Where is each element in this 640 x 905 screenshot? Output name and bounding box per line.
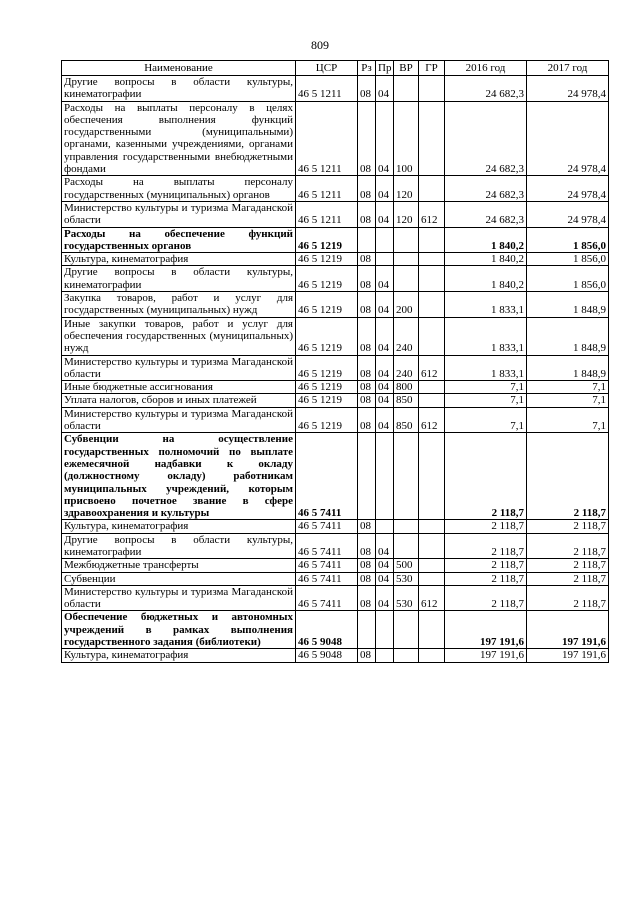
header-rz: Рз [358,61,376,76]
cell-rz: 08 [358,520,376,533]
cell-rz: 08 [358,649,376,662]
cell-gr [419,101,445,176]
cell-rz: 08 [358,253,376,266]
cell-gr: 612 [419,407,445,433]
cell-pr: 04 [376,559,394,572]
table-row [62,433,609,520]
cell-2016: 24 682,3 [445,176,527,202]
cell-pr: 04 [376,292,394,318]
table-row [62,611,609,649]
cell-2016: 2 118,7 [445,520,527,533]
cell-2017: 1 848,9 [527,355,609,381]
cell-vr: 120 [394,176,419,202]
cell-csr: 46 5 7411 [296,559,358,572]
cell-csr: 46 5 1219 [296,407,358,433]
cell-2017: 24 978,4 [527,76,609,102]
table-row [62,176,609,202]
cell-pr: 04 [376,585,394,611]
cell-2016: 2 118,7 [445,559,527,572]
cell-rz: 08 [358,101,376,176]
cell-vr [394,649,419,662]
cell-vr: 500 [394,559,419,572]
cell-csr: 46 5 1219 [296,355,358,381]
table-row [62,559,609,572]
cell-2017: 1 856,0 [527,266,609,292]
table-row [62,649,609,662]
cell-name: Культура, кинематография [62,520,296,533]
table-row [62,520,609,533]
page-number: 809 [311,38,329,52]
cell-vr [394,266,419,292]
cell-2016: 1 833,1 [445,355,527,381]
cell-csr: 46 5 9048 [296,611,358,649]
cell-rz [358,611,376,649]
cell-gr [419,176,445,202]
cell-pr [376,433,394,520]
cell-name: Обеспечение бюджетных и автономных учреждений в рамках выполнения государственного задания (библиотеки) [62,611,296,649]
cell-vr [394,611,419,649]
cell-vr: 200 [394,292,419,318]
header-name: Наименование [62,61,296,76]
cell-2017: 197 191,6 [527,611,609,649]
cell-2017: 2 118,7 [527,559,609,572]
cell-2017: 7,1 [527,394,609,407]
cell-vr: 530 [394,585,419,611]
cell-pr: 04 [376,201,394,227]
table-row [62,533,609,559]
cell-rz: 08 [358,394,376,407]
cell-name: Субвенции на осуществление государственных полномочий по выплате ежемесячной надбавки к окладу (должностному окладу) работникам муниципальных учреждений, которым присвоено почетное звание в сфере здравоохранения и культуры [62,433,296,520]
cell-gr: 612 [419,355,445,381]
cell-pr: 04 [376,266,394,292]
cell-rz: 08 [358,559,376,572]
cell-gr [419,572,445,585]
cell-2016: 197 191,6 [445,611,527,649]
cell-pr [376,611,394,649]
cell-vr [394,533,419,559]
cell-name: Межбюджетные трансферты [62,559,296,572]
cell-csr: 46 5 1219 [296,317,358,355]
cell-name: Другие вопросы в области культуры, кинематографии [62,76,296,102]
cell-2017: 7,1 [527,407,609,433]
cell-gr [419,520,445,533]
cell-name: Иные бюджетные ассигнования [62,381,296,394]
cell-csr: 46 5 1211 [296,76,358,102]
cell-2016: 2 118,7 [445,533,527,559]
cell-gr [419,649,445,662]
cell-gr: 612 [419,585,445,611]
cell-gr: 612 [419,201,445,227]
cell-pr: 04 [376,533,394,559]
cell-rz: 08 [358,572,376,585]
cell-2017: 1 848,9 [527,292,609,318]
header-vr: ВР [394,61,419,76]
cell-gr [419,394,445,407]
cell-2016: 2 118,7 [445,433,527,520]
cell-csr: 46 5 9048 [296,649,358,662]
table-row [62,355,609,381]
cell-csr: 46 5 1211 [296,176,358,202]
table-body [62,76,609,663]
cell-pr [376,253,394,266]
cell-gr [419,559,445,572]
cell-vr: 240 [394,317,419,355]
cell-2017: 2 118,7 [527,433,609,520]
cell-rz: 08 [358,76,376,102]
cell-gr [419,611,445,649]
cell-pr: 04 [376,407,394,433]
cell-pr: 04 [376,381,394,394]
cell-rz: 08 [358,292,376,318]
cell-vr [394,520,419,533]
cell-name: Министерство культуры и туризма Магаданской области [62,355,296,381]
cell-gr [419,266,445,292]
cell-name: Другие вопросы в области культуры, кинематографии [62,266,296,292]
cell-2017: 2 118,7 [527,520,609,533]
cell-pr: 04 [376,394,394,407]
cell-2016: 24 682,3 [445,201,527,227]
cell-2017: 24 978,4 [527,201,609,227]
table-row [62,266,609,292]
cell-2016: 7,1 [445,407,527,433]
cell-name: Уплата налогов, сборов и иных платежей [62,394,296,407]
cell-2016: 197 191,6 [445,649,527,662]
cell-2016: 24 682,3 [445,76,527,102]
budget-table [61,60,609,663]
cell-pr [376,227,394,253]
cell-2017: 7,1 [527,381,609,394]
cell-name: Культура, кинематография [62,253,296,266]
cell-rz [358,227,376,253]
cell-2017: 197 191,6 [527,649,609,662]
cell-pr: 04 [376,176,394,202]
table-row [62,572,609,585]
cell-pr [376,520,394,533]
cell-name: Другие вопросы в области культуры, кинематографии [62,533,296,559]
cell-2017: 24 978,4 [527,101,609,176]
header-2017: 2017 год [527,61,609,76]
header-gr: ГР [419,61,445,76]
cell-vr: 530 [394,572,419,585]
cell-csr: 46 5 1219 [296,227,358,253]
cell-rz: 08 [358,317,376,355]
cell-2016: 2 118,7 [445,585,527,611]
cell-2016: 1 833,1 [445,317,527,355]
cell-gr [419,227,445,253]
cell-csr: 46 5 1211 [296,201,358,227]
cell-2017: 1 856,0 [527,227,609,253]
cell-vr: 850 [394,394,419,407]
cell-vr [394,227,419,253]
table-row [62,381,609,394]
table-row [62,201,609,227]
cell-rz: 08 [358,533,376,559]
cell-name: Культура, кинематография [62,649,296,662]
cell-2016: 1 840,2 [445,253,527,266]
cell-csr: 46 5 7411 [296,572,358,585]
table-row [62,585,609,611]
cell-name: Расходы на обеспечение функций государственных органов [62,227,296,253]
table-row [62,407,609,433]
header-pr: Пр [376,61,394,76]
cell-csr: 46 5 1219 [296,381,358,394]
cell-vr [394,253,419,266]
cell-rz: 08 [358,381,376,394]
cell-name: Иные закупки товаров, работ и услуг для обеспечения государственных (муниципальных) нужд [62,317,296,355]
cell-vr: 120 [394,201,419,227]
cell-csr: 46 5 1219 [296,394,358,407]
cell-gr [419,76,445,102]
cell-pr: 04 [376,317,394,355]
cell-name: Министерство культуры и туризма Магаданской области [62,201,296,227]
cell-gr [419,533,445,559]
cell-pr: 04 [376,572,394,585]
cell-2017: 1 856,0 [527,253,609,266]
cell-rz: 08 [358,407,376,433]
cell-gr [419,317,445,355]
table-header-row [62,61,609,76]
cell-2016: 1 833,1 [445,292,527,318]
table-row [62,101,609,176]
cell-csr: 46 5 7411 [296,533,358,559]
table-row [62,317,609,355]
cell-name: Министерство культуры и туризма Магаданской области [62,585,296,611]
cell-csr: 46 5 7411 [296,585,358,611]
cell-rz [358,433,376,520]
cell-csr: 46 5 7411 [296,520,358,533]
cell-2016: 1 840,2 [445,227,527,253]
cell-name: Министерство культуры и туризма Магаданской области [62,407,296,433]
cell-rz: 08 [358,355,376,381]
cell-pr [376,649,394,662]
cell-gr [419,253,445,266]
cell-csr: 46 5 1219 [296,292,358,318]
table-row [62,253,609,266]
cell-gr [419,292,445,318]
cell-2016: 2 118,7 [445,572,527,585]
cell-2017: 2 118,7 [527,585,609,611]
cell-name: Субвенции [62,572,296,585]
cell-2017: 24 978,4 [527,176,609,202]
table-row [62,394,609,407]
cell-2016: 1 840,2 [445,266,527,292]
cell-vr: 800 [394,381,419,394]
cell-vr: 850 [394,407,419,433]
cell-pr: 04 [376,101,394,176]
cell-vr [394,433,419,520]
cell-csr: 46 5 7411 [296,433,358,520]
cell-2017: 2 118,7 [527,572,609,585]
cell-pr: 04 [376,76,394,102]
cell-vr: 100 [394,101,419,176]
table-row [62,227,609,253]
table-row [62,292,609,318]
cell-name: Расходы на выплаты персоналу в целях обеспечения выполнения функций государственными (муниципальными) органами, казенными учреждениями, органами управления государственными внебюджетными фондами [62,101,296,176]
cell-2017: 1 848,9 [527,317,609,355]
header-2016: 2016 год [445,61,527,76]
cell-rz: 08 [358,176,376,202]
cell-name: Расходы на выплаты персоналу государственных (муниципальных) органов [62,176,296,202]
cell-rz: 08 [358,585,376,611]
cell-rz: 08 [358,201,376,227]
cell-csr: 46 5 1219 [296,253,358,266]
cell-vr: 240 [394,355,419,381]
cell-gr [419,381,445,394]
cell-name: Закупка товаров, работ и услуг для государственных (муниципальных) нужд [62,292,296,318]
table-row [62,76,609,102]
cell-csr: 46 5 1219 [296,266,358,292]
cell-2016: 24 682,3 [445,101,527,176]
cell-pr: 04 [376,355,394,381]
cell-csr: 46 5 1211 [296,101,358,176]
cell-vr [394,76,419,102]
cell-gr [419,433,445,520]
cell-2017: 2 118,7 [527,533,609,559]
cell-2016: 7,1 [445,394,527,407]
header-csr: ЦСР [296,61,358,76]
cell-2016: 7,1 [445,381,527,394]
cell-rz: 08 [358,266,376,292]
